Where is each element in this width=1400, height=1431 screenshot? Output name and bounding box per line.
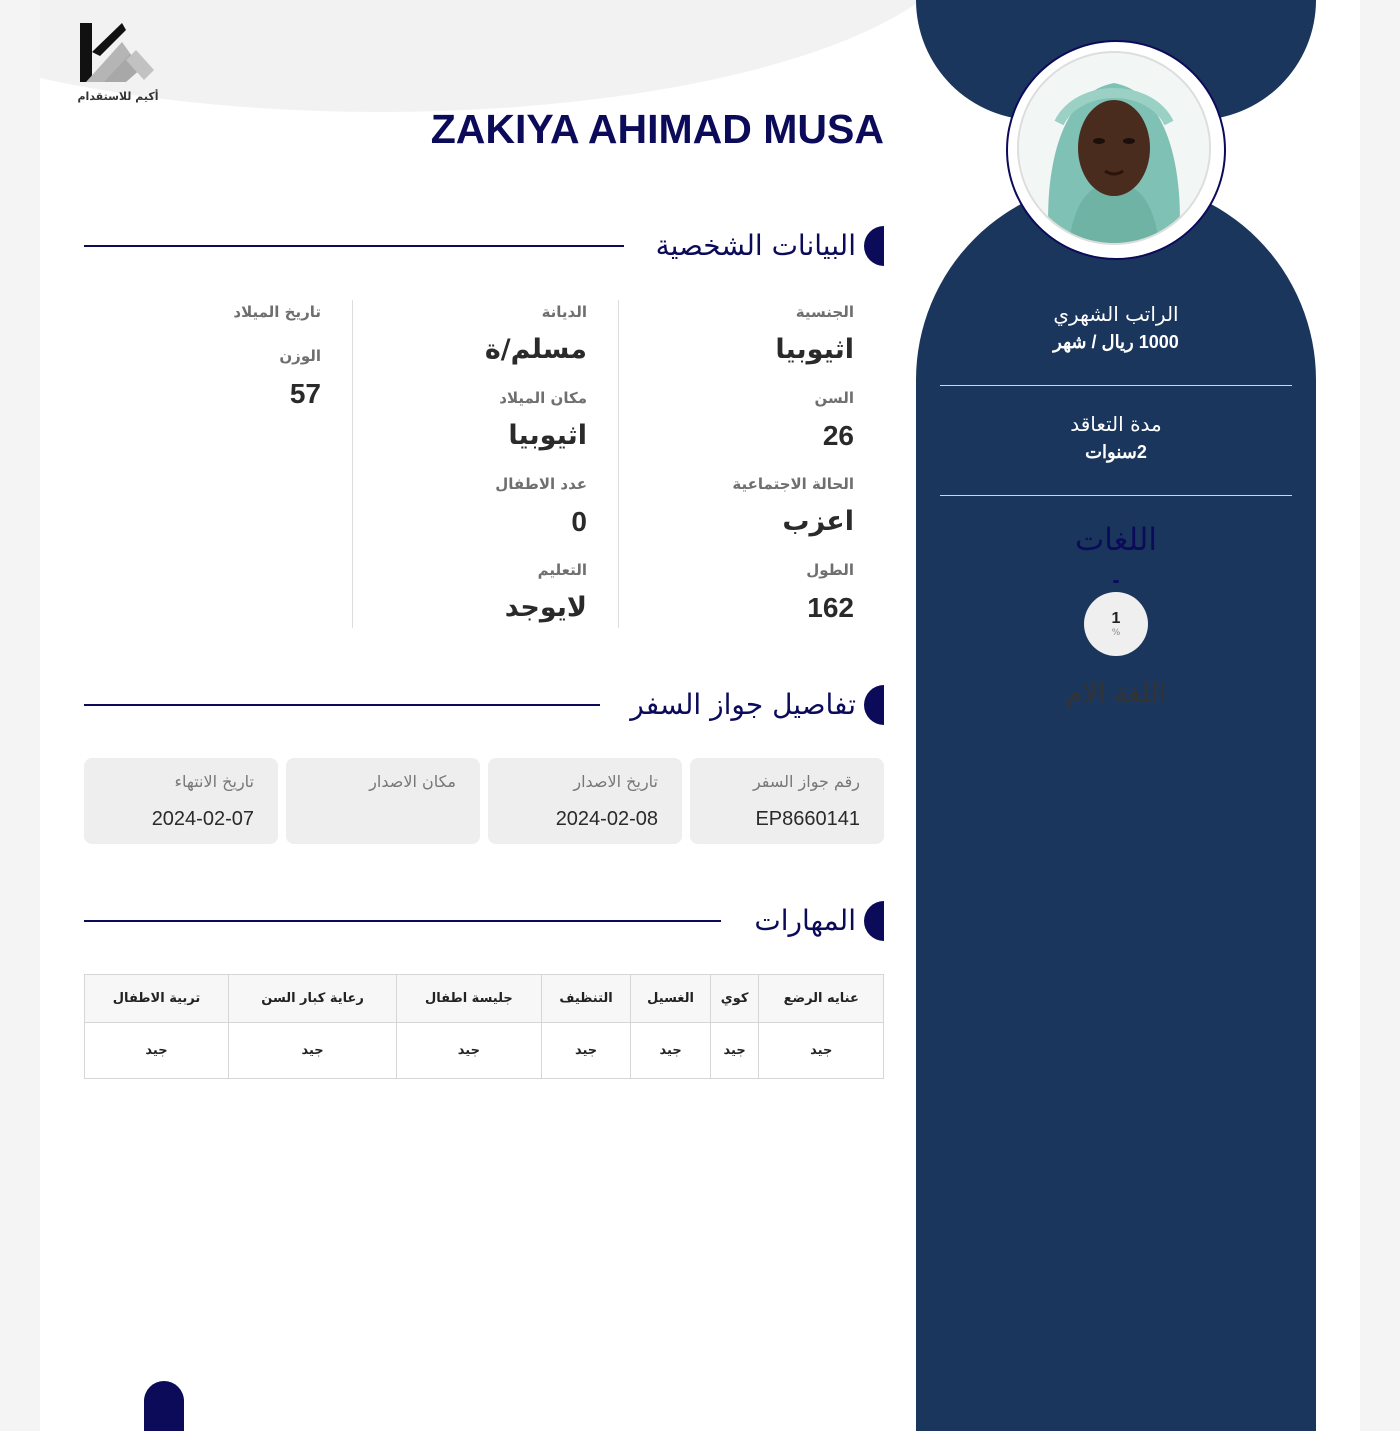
section-rule [84, 704, 600, 706]
skill-header: تربية الاطفال [85, 975, 229, 1023]
salary-label: الراتب الشهري [1053, 302, 1179, 326]
issue-place-card [286, 758, 480, 844]
sidebar-divider [940, 495, 1292, 496]
column-divider [352, 300, 353, 628]
field-nationality [775, 302, 854, 366]
field-value: 0 [571, 506, 587, 537]
skill-header: كوي [710, 975, 759, 1023]
skill-header: الغسيل [631, 975, 710, 1023]
field-value: لايوجد [504, 592, 587, 623]
contract-block [940, 412, 1292, 463]
card-label: تاريخ الانتهاء [174, 772, 254, 791]
cv-page [40, 0, 1360, 1431]
field-value: اثيوبيا [775, 334, 854, 365]
field-children [495, 474, 587, 538]
section-tab-icon [864, 226, 884, 266]
card-label: تاريخ الاصدار [573, 772, 658, 791]
skill-rating: جيد [397, 1023, 542, 1079]
field-education [505, 560, 587, 624]
field-label: مكان الميلاد [499, 389, 587, 407]
card-label: مكان الاصدار [369, 772, 456, 791]
issue-date-card [488, 758, 682, 844]
salary-block [940, 302, 1292, 353]
candidate-photo [1019, 53, 1209, 243]
contract-value: 2سنوات [1085, 442, 1147, 462]
company-logo [76, 20, 160, 103]
field-age [814, 388, 854, 452]
skills-section-title: المهارات [754, 904, 856, 937]
skill-header: التنظيف [541, 975, 631, 1023]
passport-number-card [690, 758, 884, 844]
footer-tab [144, 1381, 184, 1431]
skill-rating: جيد [541, 1023, 631, 1079]
field-label: عدد الاطفال [495, 475, 587, 493]
personal-section-header [84, 226, 884, 266]
skill-rating: جيد [710, 1023, 759, 1079]
skill-rating: جيد [631, 1023, 710, 1079]
skills-section-header [84, 901, 884, 941]
field-label: الوزن [279, 347, 321, 365]
section-tab-icon [864, 901, 884, 941]
logo-text: أكيم للاستقدام [77, 90, 159, 103]
contract-label: مدة التعاقد [1070, 412, 1162, 436]
skill-rating: جيد [759, 1023, 884, 1079]
field-label: الديانة [541, 303, 587, 321]
field-birth-place [499, 388, 587, 452]
field-weight [279, 346, 321, 410]
language-level: 1 [1111, 610, 1121, 627]
card-value: 2024-02-08 [555, 808, 658, 830]
field-religion [485, 302, 587, 366]
language-percent-sign: % [1111, 628, 1121, 638]
field-label: الجنسية [795, 303, 854, 321]
sidebar [916, 180, 1316, 1431]
card-label: رقم جواز السفر [752, 772, 860, 791]
field-birth-date [233, 302, 321, 322]
field-value: 26 [822, 420, 854, 451]
language-name: اللغة الام [1065, 678, 1167, 709]
portrait-illustration [1019, 53, 1209, 243]
passport-section-header [84, 685, 884, 725]
personal-section-title: البيانات الشخصية [655, 229, 856, 262]
salary-value: 1000 ريال / شهر [1053, 332, 1179, 352]
field-value: 57 [289, 378, 321, 409]
skills-table [84, 974, 884, 1079]
field-value: اعزب [782, 506, 854, 537]
skill-header: رعاية كبار السن [229, 975, 397, 1023]
section-rule [84, 245, 624, 247]
card-value: EP8660141 [755, 808, 860, 830]
table-row [85, 1023, 884, 1079]
column-divider [618, 300, 619, 628]
table-header-row [85, 975, 884, 1023]
skill-rating: جيد [229, 1023, 397, 1079]
expiry-date-card [84, 758, 278, 844]
skill-header: عنايه الرضع [759, 975, 884, 1023]
field-height [806, 560, 854, 624]
field-label: تاريخ الميلاد [233, 303, 321, 321]
field-label: التعليم [537, 561, 587, 579]
sidebar-divider [940, 385, 1292, 386]
field-label: الطول [806, 561, 854, 579]
header-swoosh [40, 0, 970, 112]
field-value: 162 [807, 592, 854, 623]
language-dot-icon [1113, 580, 1119, 583]
passport-section-title: تفاصيل جواز السفر [630, 688, 856, 721]
logo-mark-icon [78, 20, 158, 88]
languages-title: اللغات [1075, 522, 1157, 558]
section-rule [84, 920, 721, 922]
language-level-circle [1084, 592, 1148, 656]
candidate-name: ZAKIYA AHIMAD MUSA [430, 106, 884, 152]
section-tab-icon [864, 685, 884, 725]
field-marital-status [732, 474, 854, 538]
field-label: السن [814, 389, 854, 407]
field-label: الحالة الاجتماعية [732, 475, 854, 493]
field-value: مسلم/ة [484, 334, 587, 365]
card-value: 2024-02-07 [151, 808, 254, 830]
skill-rating: جيد [85, 1023, 229, 1079]
field-value: اثيوبيا [508, 420, 587, 451]
skill-header: جليسة اطفال [397, 975, 542, 1023]
